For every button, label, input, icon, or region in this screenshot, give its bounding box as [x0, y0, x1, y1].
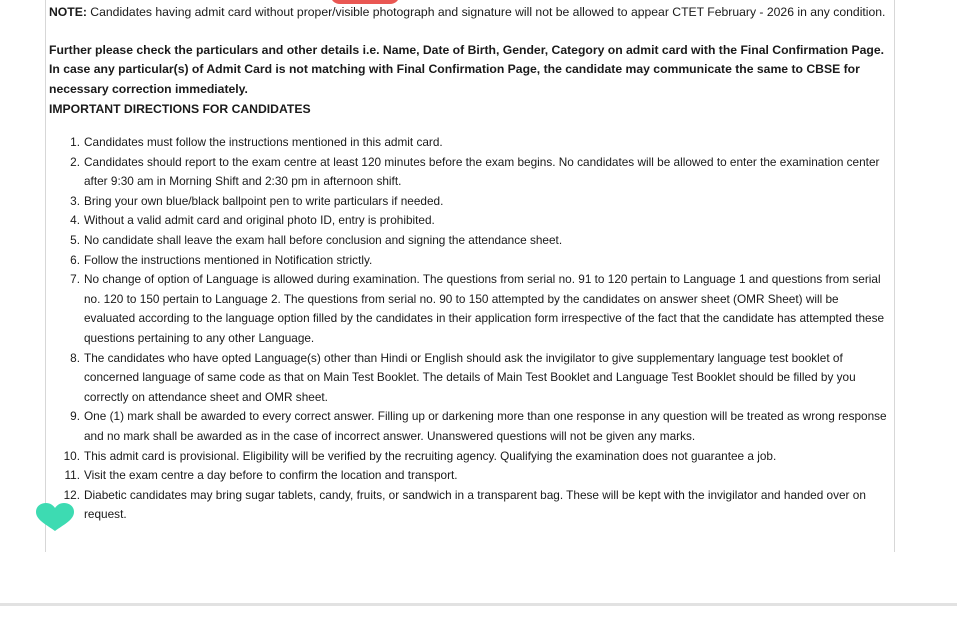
- instruction-text: Without a valid admit card and original photo ID, entry is prohibited.: [84, 213, 435, 228]
- instruction-item: [60, 466, 888, 486]
- instruction-item: [60, 407, 888, 446]
- instruction-item: [60, 211, 888, 231]
- instruction-number: 12.: [63, 487, 80, 502]
- instruction-number: 4.: [70, 213, 80, 228]
- instruction-text: Follow the instructions mentioned in Notification strictly.: [84, 252, 373, 267]
- instruction-text: This admit card is provisional. Eligibility will be verified by the recruiting agency. Qualifying the examination does not guarantee a job.: [84, 448, 777, 463]
- instruction-text: Bring your own blue/black ballpoint pen to write particulars if needed.: [84, 193, 444, 208]
- instruction-text: No candidate shall leave the exam hall before conclusion and signing the attendance sheet.: [84, 232, 563, 247]
- instruction-text: Candidates should report to the exam centre at least 120 minutes before the exam begins. No candidates will be allowed to enter the examination center after 9:30 am in Morning Shift and 2:30 pm in afternoon shift.: [84, 154, 880, 189]
- instruction-number: 3.: [70, 193, 80, 208]
- note-text: Candidates having admit card without proper/visible photograph and signature will not be allowed to appear CTET February - 2026 in any condition.: [86, 5, 886, 19]
- instruction-number: 6.: [70, 252, 80, 267]
- instruction-number: 9.: [70, 409, 80, 424]
- instruction-number: 8.: [70, 350, 80, 365]
- instruction-item: [60, 486, 888, 525]
- instruction-text: No change of option of Language is allowed during examination. The questions from serial no. 91 to 120 pertain to Language 1 and questions from serial no. 120 to 150 pertain to Language 2. The questions from serial no. 90 to 150 attempted by the candidates on answer sheet (OMR Sheet) will be evaluated according to the language option filled by the candidates in their application form irrespective of the fact that the candidate has attempted these questions pertaining to any other Language.: [84, 272, 885, 345]
- instruction-number: 1.: [70, 135, 80, 149]
- heart-shape: [36, 503, 74, 531]
- instruction-text: Visit the exam centre a day before to confirm the location and transport.: [84, 468, 458, 483]
- instruction-number: 5.: [70, 232, 80, 247]
- instruction-item: [60, 192, 888, 212]
- instruction-text: Diabetic candidates may bring sugar tablets, candy, fruits, or sandwich in a transparent bag. These will be kept with the invigilator and handed over on request.: [84, 487, 866, 522]
- instruction-item: [60, 133, 888, 153]
- instruction-item: [60, 231, 888, 251]
- instruction-item: [60, 153, 888, 192]
- instruction-number: 2.: [70, 154, 80, 169]
- instructions-list: [60, 133, 888, 525]
- particulars-check-paragraph: Further please check the particulars and other details i.e. Name, Date of Birth, Gender, Category on admit card with the Final Confirmation Page. In case any particular(s) of Admit Card is not matching with Final Confirmation Page, the candidate may communicate the same to CBSE for necessary correction immediately.: [49, 43, 885, 96]
- instruction-item: [60, 251, 888, 271]
- instruction-number: 10.: [63, 448, 80, 463]
- directions-heading: IMPORTANT DIRECTIONS FOR CANDIDATES: [49, 102, 311, 116]
- instruction-number: 7.: [70, 272, 80, 287]
- note-label: NOTE:: [49, 5, 87, 19]
- instruction-text: Candidates must follow the instructions mentioned in this admit card.: [84, 135, 443, 149]
- bottom-divider: [0, 603, 957, 606]
- note-paragraph: [49, 3, 889, 23]
- instruction-text: One (1) mark shall be awarded to every correct answer. Filling up or darkening more than one response in any question will be treated as wrong response and no mark shall be awarded as in the case of incorrect answer. Unanswered questions will not be given any marks.: [84, 409, 887, 443]
- heart-icon: [35, 502, 75, 532]
- instruction-text: The candidates who have opted Language(s) other than Hindi or English should ask the invigilator to give supplementary language test booklet of concerned language of same code as that on Main Test Booklet. The details of Main Test Booklet and Language Test Booklet should be filled by you correctly on attendance sheet and OMR sheet.: [84, 350, 856, 404]
- instruction-item: [60, 349, 888, 408]
- instruction-item: [60, 447, 888, 467]
- instruction-item: [60, 270, 888, 348]
- instruction-number: 11.: [64, 468, 80, 483]
